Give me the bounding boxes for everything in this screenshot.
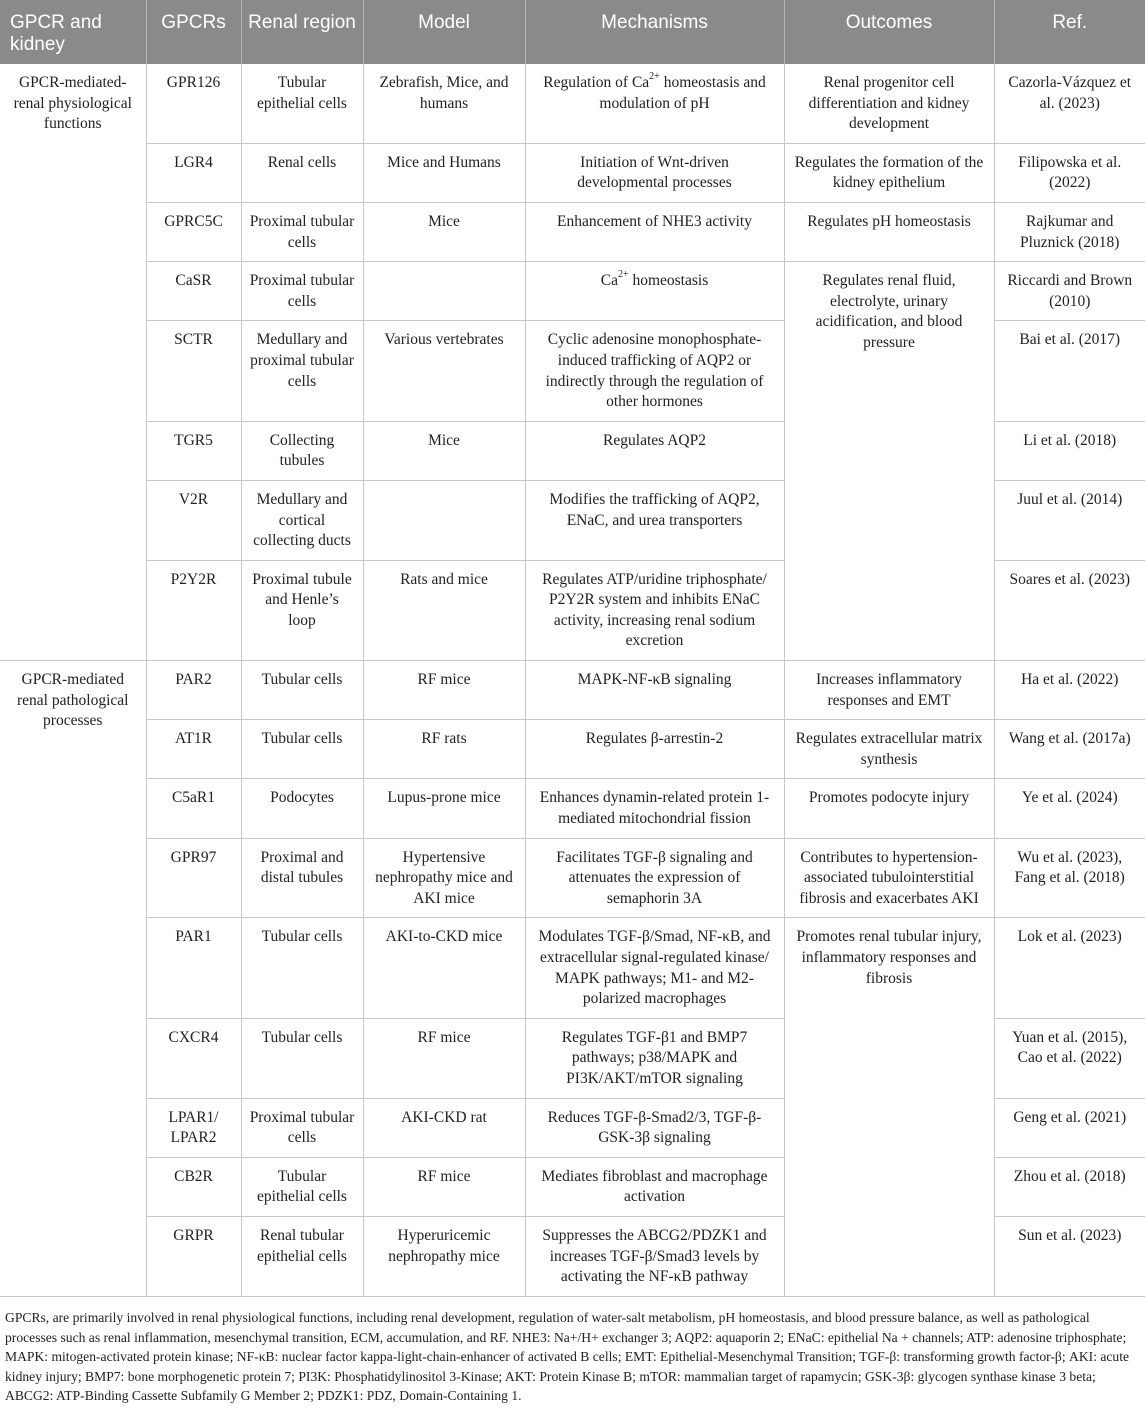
outcome-cell: Regulates the formation of the kidney epithelium: [784, 143, 994, 202]
mechanism-cell: Regulates TGF-β1 and BMP7 pathways; p38/MAPK and PI3K/AKT/mTOR signaling: [525, 1018, 784, 1098]
table-row: [0, 202, 1145, 261]
region-cell: Tubular epithelial cells: [241, 64, 363, 143]
region-cell: Tubular cells: [241, 918, 363, 1018]
region-cell: Tubular epithelial cells: [241, 1157, 363, 1216]
mechanism-cell: Modifies the trafficking of AQP2, ENaC, and urea transporters: [525, 480, 784, 560]
region-cell: Proximal tubular cells: [241, 1098, 363, 1157]
ref-cell: Soares et al. (2023): [994, 560, 1145, 660]
mechanism-cell: MAPK-NF-κB signaling: [525, 661, 784, 720]
model-cell: Various vertebrates: [363, 321, 525, 421]
model-cell: [363, 480, 525, 560]
mechanism-cell: Regulates AQP2: [525, 421, 784, 480]
header-ref: Ref.: [994, 0, 1145, 64]
header-mechanisms: Mechanisms: [525, 0, 784, 64]
header-row: [0, 0, 1145, 64]
mechanism-cell: Regulates β-arrestin-2: [525, 720, 784, 779]
outcome-cell: Promotes renal tubular injury, inflammatory responses and fibrosis: [784, 918, 994, 1296]
ref-cell: Sun et al. (2023): [994, 1216, 1145, 1296]
gpcr-cell: CB2R: [146, 1157, 241, 1216]
gpcr-cell: C5aR1: [146, 779, 241, 838]
region-cell: Tubular cells: [241, 1018, 363, 1098]
table-row: [0, 143, 1145, 202]
table-row: [0, 661, 1145, 720]
outcome-cell: Contributes to hypertension-associated tubulointerstitial fibrosis and exacerbates AKI: [784, 838, 994, 918]
mechanism-cell: Mediates fibroblast and macrophage activation: [525, 1157, 784, 1216]
ref-cell: Filipowska et al. (2022): [994, 143, 1145, 202]
ref-cell: Zhou et al. (2018): [994, 1157, 1145, 1216]
outcome-cell: Regulates renal fluid, electrolyte, urinary acidification, and blood pressure: [784, 262, 994, 661]
mechanism-cell: Modulates TGF-β/Smad, NF-κB, and extracellular signal-regulated kinase/ MAPK pathways; M1- and M2-polarized macrophages: [525, 918, 784, 1018]
mechanism-cell: Enhancement of NHE3 activity: [525, 202, 784, 261]
model-cell: AKI-CKD rat: [363, 1098, 525, 1157]
header-gpcr-and-kidney: GPCR and kidney: [0, 0, 146, 64]
gpcr-cell: PAR1: [146, 918, 241, 1018]
gpcr-cell: GPRC5C: [146, 202, 241, 261]
gpcr-cell: CaSR: [146, 262, 241, 321]
table-row: [0, 779, 1145, 838]
ref-cell: Riccardi and Brown (2010): [994, 262, 1145, 321]
model-cell: Rats and mice: [363, 560, 525, 660]
mechanism-cell: Enhances dynamin-related protein 1-mediated mitochondrial fission: [525, 779, 784, 838]
region-cell: Renal cells: [241, 143, 363, 202]
region-cell: Renal tubular epithelial cells: [241, 1216, 363, 1296]
table-row: [0, 64, 1145, 143]
ref-cell: Ye et al. (2024): [994, 779, 1145, 838]
model-cell: RF rats: [363, 720, 525, 779]
outcome-cell: Promotes podocyte injury: [784, 779, 994, 838]
model-cell: Zebrafish, Mice, and humans: [363, 64, 525, 143]
ref-cell: Wu et al. (2023), Fang et al. (2018): [994, 838, 1145, 918]
region-cell: Proximal and distal tubules: [241, 838, 363, 918]
gpcr-cell: GPR126: [146, 64, 241, 143]
gpcr-cell: LGR4: [146, 143, 241, 202]
model-cell: RF mice: [363, 661, 525, 720]
header-renal-region: Renal region: [241, 0, 363, 64]
ref-cell: Lok et al. (2023): [994, 918, 1145, 1018]
gpcr-cell: SCTR: [146, 321, 241, 421]
mechanism-cell: Suppresses the ABCG2/PDZK1 and increases TGF-β/Smad3 levels by activating the NF-κB pathway: [525, 1216, 784, 1296]
table-row: [0, 918, 1145, 1018]
outcome-cell: Regulates extracellular matrix synthesis: [784, 720, 994, 779]
gpcr-cell: GPR97: [146, 838, 241, 918]
model-cell: Hyperuricemic nephropathy mice: [363, 1216, 525, 1296]
header-model: Model: [363, 0, 525, 64]
outcome-cell: Renal progenitor cell differentiation and kidney development: [784, 64, 994, 143]
ref-cell: Rajkumar and Pluznick (2018): [994, 202, 1145, 261]
gpcr-cell: TGR5: [146, 421, 241, 480]
group-label-pathological: GPCR-mediated renal pathological processes: [0, 661, 146, 1297]
mechanism-cell: Regulation of $Ca^{2+}$ homeostasis and modulation of pH: [525, 64, 784, 143]
region-cell: Medullary and cortical collecting ducts: [241, 480, 363, 560]
outcome-cell: Increases inflammatory responses and EMT: [784, 661, 994, 720]
header-gpcrs: GPCRs: [146, 0, 241, 64]
gpcr-cell: AT1R: [146, 720, 241, 779]
ref-cell: Juul et al. (2014): [994, 480, 1145, 560]
table-row: [0, 838, 1145, 918]
table-row: [0, 262, 1145, 321]
model-cell: Mice: [363, 202, 525, 261]
ref-cell: Li et al. (2018): [994, 421, 1145, 480]
gpcr-cell: P2Y2R: [146, 560, 241, 660]
mechanism-cell: Cyclic adenosine monophosphate-induced trafficking of AQP2 or indirectly through the regulation of other hormones: [525, 321, 784, 421]
ref-cell: Geng et al. (2021): [994, 1098, 1145, 1157]
mechanism-cell: Initiation of Wnt-driven developmental processes: [525, 143, 784, 202]
model-cell: Lupus-prone mice: [363, 779, 525, 838]
model-cell: Mice and Humans: [363, 143, 525, 202]
gpcr-cell: CXCR4: [146, 1018, 241, 1098]
ref-cell: Wang et al. (2017a): [994, 720, 1145, 779]
region-cell: Proximal tubule and Henle’s loop: [241, 560, 363, 660]
table-row: [0, 720, 1145, 779]
header-outcomes: Outcomes: [784, 0, 994, 64]
table-footnote: GPCRs, are primarily involved in renal physiological functions, including renal development, regulation of water-salt metabolism, pH homeostasis, and blood pressure balance, as well as pathological processes such as renal inflammation, mesenchymal transition, ECM, accumulation, and RF. NHE3: Na+/H+ exchanger 3; AQP2: aquaporin 2; ENaC: epithelial Na + channels; ATP: adenosine triphosphate; MAPK: mitogen-activated protein kinase; NF-κB: nuclear factor kappa-light-chain-enhancer of activated B cells; EMT: Epithelial-Mesenchymal Transition; TGF-β: transforming growth factor-β; AKI: acute kidney injury; BMP7: bone morphogenetic protein 7; PI3K: Phosphatidylinositol 3-Kinase; AKT: Protein Kinase B; mTOR: mammalian target of rapamycin; GSK-3β: glycogen synthase kinase 3 beta; ABCG2: ATP-Binding Cassette Subfamily G Member 2; PDZK1: PDZ, Domain-Containing 1.: [5, 1310, 1130, 1404]
model-cell: AKI-to-CKD mice: [363, 918, 525, 1018]
gpcr-cell: PAR2: [146, 661, 241, 720]
model-cell: [363, 262, 525, 321]
outcome-cell: Regulates pH homeostasis: [784, 202, 994, 261]
ref-cell: Ha et al. (2022): [994, 661, 1145, 720]
region-cell: Proximal tubular cells: [241, 202, 363, 261]
model-cell: Mice: [363, 421, 525, 480]
mechanism-cell: Facilitates TGF-β signaling and attenuates the expression of semaphorin 3A: [525, 838, 784, 918]
mechanism-cell: $Ca^{2+}$ homeostasis: [525, 262, 784, 321]
gpcr-cell: GRPR: [146, 1216, 241, 1296]
ref-cell: Yuan et al. (2015), Cao et al. (2022): [994, 1018, 1145, 1098]
region-cell: Medullary and proximal tubular cells: [241, 321, 363, 421]
mechanism-cell: Reduces TGF-β-Smad2/3, TGF-β-GSK-3β signaling: [525, 1098, 784, 1157]
region-cell: Podocytes: [241, 779, 363, 838]
model-cell: Hypertensive nephropathy mice and AKI mice: [363, 838, 525, 918]
region-cell: Collecting tubules: [241, 421, 363, 480]
gpcr-cell: V2R: [146, 480, 241, 560]
mechanism-cell: Regulates ATP/uridine triphosphate/ P2Y2R system and inhibits ENaC activity, increasing renal sodium excretion: [525, 560, 784, 660]
region-cell: Tubular cells: [241, 661, 363, 720]
gpcr-cell: LPAR1/ LPAR2: [146, 1098, 241, 1157]
model-cell: RF mice: [363, 1157, 525, 1216]
group-label-physiological: GPCR-mediated-renal physiological functions: [0, 64, 146, 661]
ref-cell: Cazorla-Vázquez et al. (2023): [994, 64, 1145, 143]
model-cell: RF mice: [363, 1018, 525, 1098]
region-cell: Proximal tubular cells: [241, 262, 363, 321]
region-cell: Tubular cells: [241, 720, 363, 779]
ref-cell: Bai et al. (2017): [994, 321, 1145, 421]
